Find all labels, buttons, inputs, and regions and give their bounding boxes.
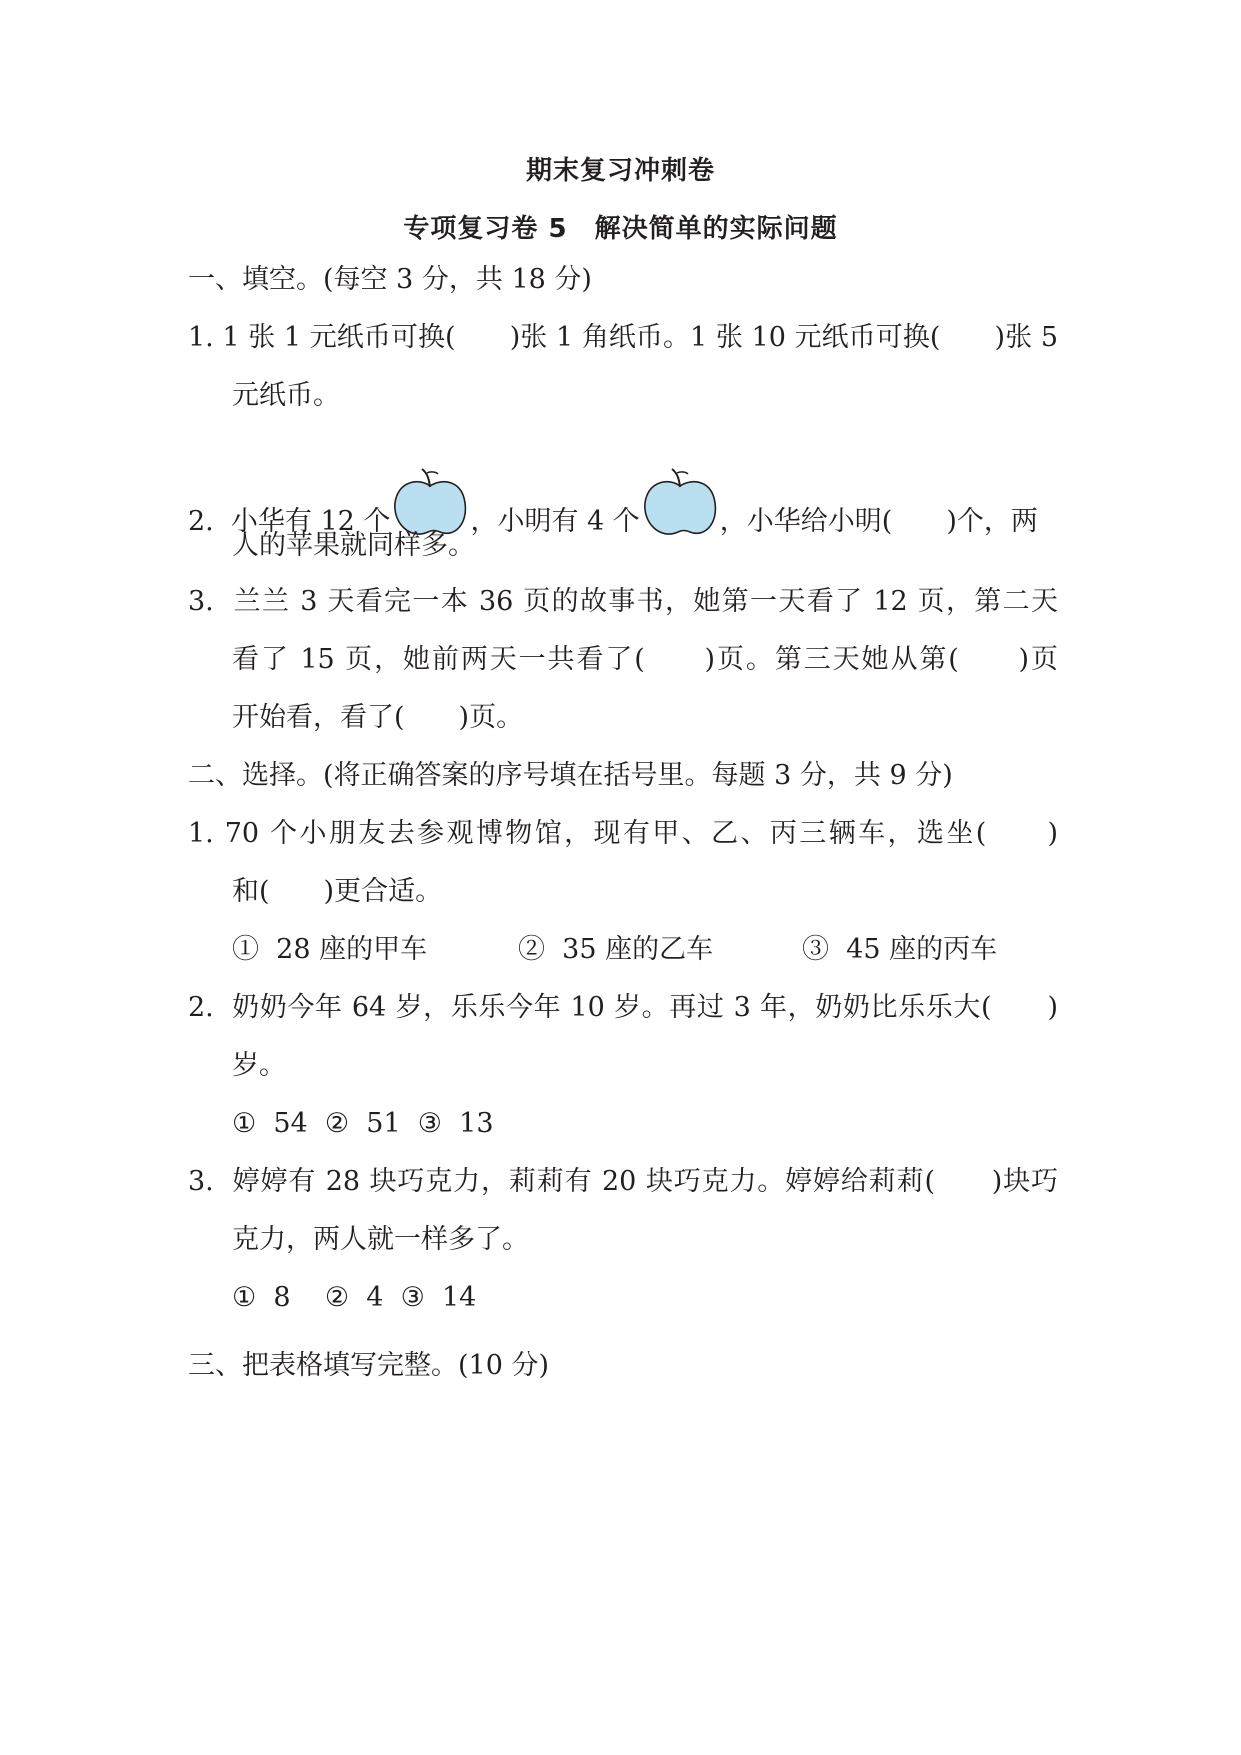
s1-q2-line-1: [188, 468, 1058, 537]
s1-q2-text-c: ，小华给小明( )个，两: [719, 506, 1038, 537]
section-2-heading: 二、选择。(将正确答案的序号填在括号里。每题 3 分，共 9 分): [188, 760, 953, 791]
s1-q3-line-1: 3. 兰兰 3 天看完一本 36 页的故事书，她第一天看了 12 页，第二天: [188, 586, 1058, 617]
s2-q3-line-2: 克力，两人就一样多了。: [232, 1224, 529, 1255]
option-3: ③ 45 座的丙车: [802, 934, 998, 965]
s2-q1-line-2: 和( )更合适。: [232, 876, 443, 907]
s1-q3-line-2: 看了 15 页，她前两天一共看了( )页。第三天她从第( )页: [232, 644, 1058, 675]
s2-q1-line-1: 1. 70 个小朋友去参观博物馆，现有甲、乙、丙三辆车，选坐( ): [188, 818, 1058, 849]
option-1: ① 28 座的甲车: [232, 934, 428, 965]
s2-q3-line-1: 3. 婷婷有 28 块巧克力，莉莉有 20 块巧克力。婷婷给莉莉( )块巧: [188, 1166, 1058, 1197]
section-1-heading: 一、填空。(每空 3 分，共 18 分): [188, 264, 592, 295]
s2-q2-line-2: 岁。: [232, 1050, 286, 1081]
s1-q3-line-3: 开始看，看了( )页。: [232, 702, 524, 733]
s2-q3-options: ① 8 ② 4 ③ 14: [232, 1282, 477, 1313]
s2-q1-options: [232, 930, 1102, 970]
s1-q1-line-1: 1. 1 张 1 元纸币可换( )张 1 角纸币。1 张 10 元纸币可换( )张 5: [188, 322, 1058, 353]
s1-q2-text-a: 2. 小华有 12 个: [188, 506, 391, 537]
exam-subtitle: 专项复习卷 5 解决简单的实际问题: [403, 214, 838, 244]
s1-q2-line-2: 人的苹果就同样多。: [232, 530, 475, 561]
s2-q2-options: ① 54 ② 51 ③ 13: [232, 1108, 494, 1139]
option-2: ② 35 座的乙车: [518, 934, 714, 965]
s1-q1-line-2: 元纸币。: [232, 380, 340, 411]
s1-q2-text-b: ，小明有 4 个: [470, 506, 640, 537]
exam-title: 期末复习冲刺卷: [525, 156, 715, 186]
s2-q2-line-1: 2. 奶奶今年 64 岁，乐乐今年 10 岁。再过 3 年，奶奶比乐乐大( ): [188, 992, 1058, 1023]
section-3-heading: 三、把表格填写完整。(10 分): [188, 1350, 550, 1381]
